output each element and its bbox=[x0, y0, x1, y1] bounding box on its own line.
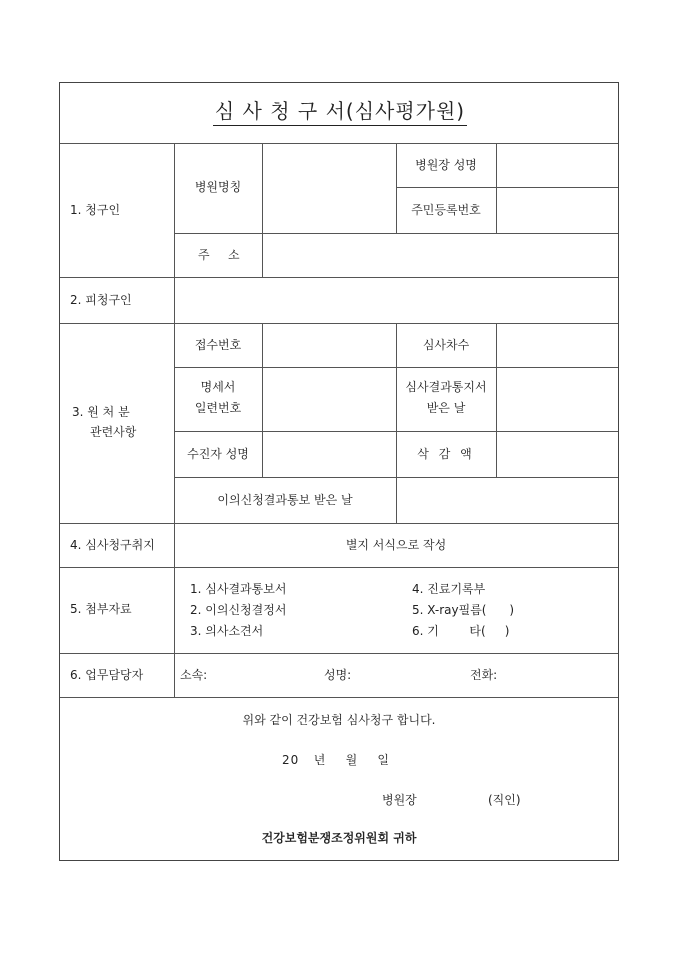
address-label: 소 bbox=[228, 248, 240, 262]
attachments-label: 5. 첨부자료 bbox=[70, 602, 132, 616]
claim-statement: 위와 같이 건강보험 심사청구 합니다. bbox=[242, 713, 436, 727]
attachment-item: 5. X-ray필름( ) bbox=[412, 603, 515, 617]
affiliation-label: 소속: bbox=[180, 668, 208, 682]
phone-label: 전화: bbox=[470, 668, 498, 682]
review-round-label: 심사차수 bbox=[422, 338, 470, 352]
attachment-item: 4. 진료기록부 bbox=[412, 582, 486, 596]
staff-label: 6. 업무담당자 bbox=[70, 668, 144, 682]
statement-number-label: 명세서 bbox=[200, 380, 236, 394]
attachment-item: 2. 이의신청결정서 bbox=[190, 603, 287, 617]
form-title: 심 사 청 구 서(심사평가원) bbox=[60, 95, 620, 124]
col-divider bbox=[396, 143, 397, 233]
receipt-number-label: 접수번호 bbox=[194, 338, 242, 352]
director-name-label: 병원장 성명 bbox=[415, 158, 477, 172]
claim-purpose-value: 별지 서식으로 작성 bbox=[345, 538, 447, 552]
row-divider bbox=[60, 277, 618, 278]
col-divider bbox=[496, 323, 497, 477]
notice-received-label: 심사결과통지서 bbox=[405, 380, 487, 394]
official-seal-label: (직인) bbox=[488, 793, 521, 807]
row-divider bbox=[60, 697, 618, 698]
resident-number-label: 주민등록번호 bbox=[411, 203, 481, 217]
statement-number-label: 일련번호 bbox=[194, 401, 242, 415]
col-divider bbox=[396, 323, 397, 523]
row-divider bbox=[60, 323, 618, 324]
row-divider bbox=[60, 653, 618, 654]
attachment-item: 6. 기 타( ) bbox=[412, 624, 510, 638]
addressee: 건강보험분쟁조정위원회 귀하 bbox=[261, 831, 417, 845]
claim-purpose-label: 4. 심사청구취지 bbox=[70, 538, 155, 552]
col-divider bbox=[174, 143, 175, 277]
hospital-name-label: 병원명칭 bbox=[194, 180, 242, 194]
reduction-amount-label: 삭 감 액 bbox=[417, 447, 475, 461]
recipient-name-label: 수진자 성명 bbox=[187, 447, 249, 461]
row-divider bbox=[60, 143, 618, 144]
original-disposition-label: 관련사항 bbox=[90, 425, 137, 439]
col-divider bbox=[262, 323, 263, 477]
cell-divider bbox=[174, 233, 618, 234]
attachment-item: 1. 심사결과통보서 bbox=[190, 582, 287, 596]
col-divider bbox=[174, 277, 175, 323]
col-divider bbox=[496, 143, 497, 233]
row-divider bbox=[60, 523, 618, 524]
claimant-label: 1. 청구인 bbox=[70, 203, 121, 217]
director-label: 병원장 bbox=[382, 793, 417, 807]
respondent-label: 2. 피청구인 bbox=[70, 293, 132, 307]
notice-received-label: 받은 날 bbox=[426, 401, 466, 415]
col-divider bbox=[262, 143, 263, 277]
original-disposition-label: 3. 원 처 분 bbox=[72, 405, 130, 419]
appeal-form bbox=[59, 82, 619, 861]
staff-name-label: 성명: bbox=[324, 668, 352, 682]
cell-divider bbox=[396, 187, 618, 188]
address-label: 주 bbox=[198, 248, 210, 262]
row-divider bbox=[60, 567, 618, 568]
date-line: 20 년 월 일 bbox=[282, 753, 391, 767]
attachment-item: 3. 의사소견서 bbox=[190, 624, 264, 638]
objection-notice-label: 이의신청결과통보 받은 날 bbox=[217, 493, 353, 507]
